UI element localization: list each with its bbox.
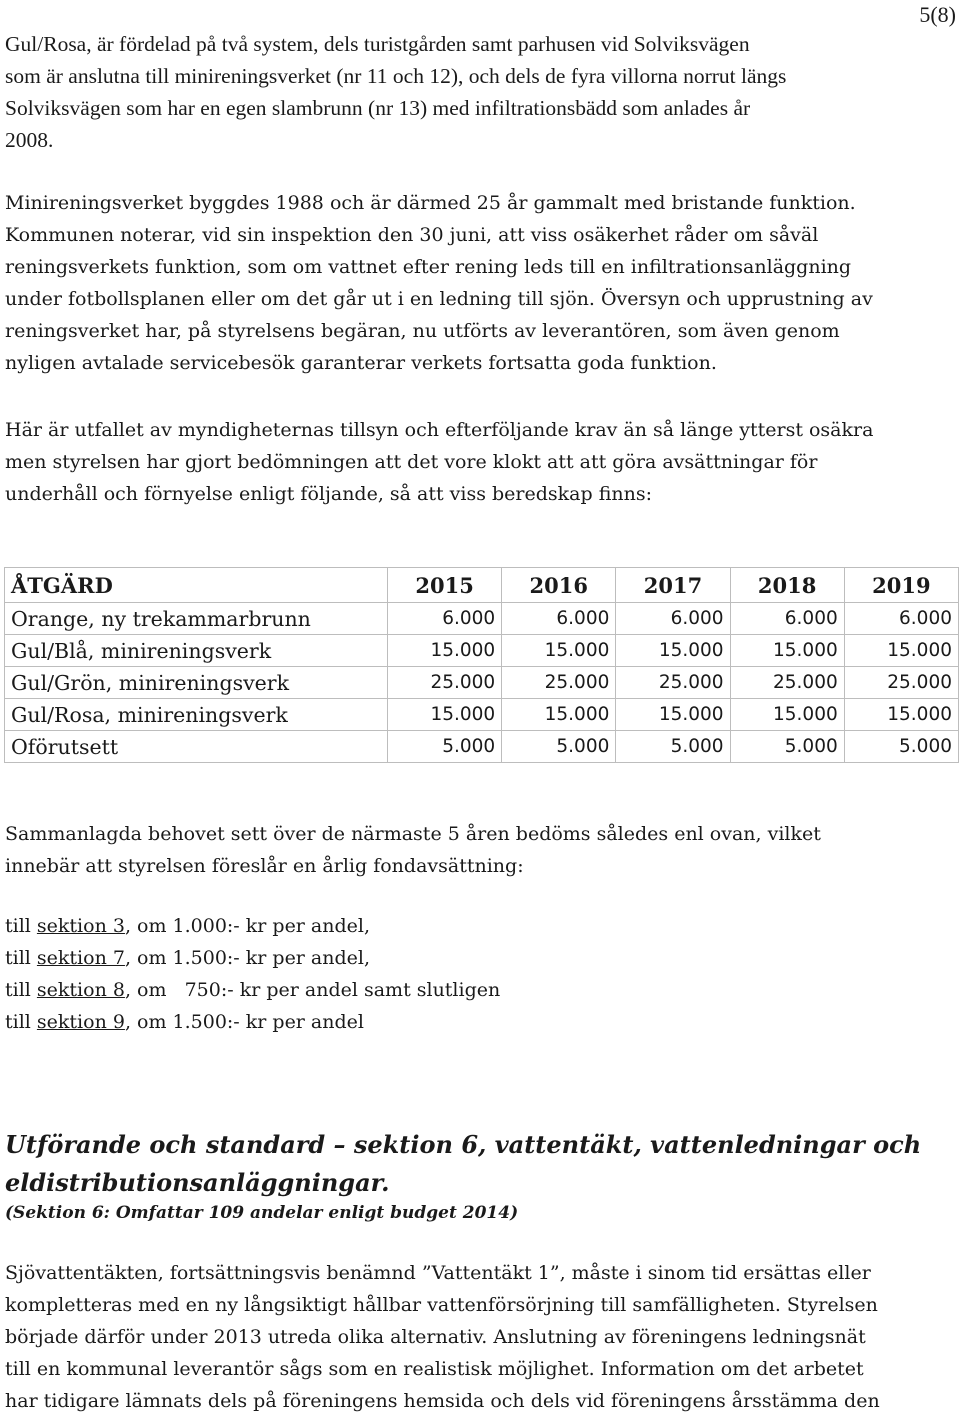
text-line: Kommunen noterar, vid sin inspektion den 30 juni, att viss osäkerhet råder om såväl	[5, 224, 819, 246]
intro-paragraph	[5, 28, 955, 156]
text-line: underhåll och förnyelse enligt följande, så att viss beredskap finns:	[5, 483, 653, 505]
table-cell: 6.000	[388, 603, 502, 635]
row-label: Gul/Rosa, minireningsverk	[5, 699, 388, 731]
text-line: men styrelsen har gjort bedömningen att det vore klokt att att göra avsättningar för	[5, 451, 818, 473]
table-row	[5, 635, 959, 667]
column-header: 2019	[844, 568, 958, 603]
allocation-amount: , om 1.500:- kr per andel,	[124, 947, 371, 969]
column-header: ÅTGÄRD	[5, 568, 388, 603]
allocation-list	[5, 910, 955, 1038]
text-line: började därför under 2013 utreda olika alternativ. Anslutning av föreningens ledningsnät	[5, 1326, 866, 1348]
table-cell: 15.000	[388, 699, 502, 731]
table-cell: 25.000	[388, 667, 502, 699]
table-cell: 25.000	[502, 667, 616, 699]
page-number: 5(8)	[919, 2, 956, 27]
table-cell: 5.000	[502, 731, 616, 763]
text-line: under fotbollsplanen eller om det går ut i en ledning till sjön. Översyn och upprustning av	[5, 288, 873, 310]
row-label: Gul/Blå, minireningsverk	[5, 635, 388, 667]
summary-paragraph	[5, 818, 955, 882]
text-line: Sammanlagda behovet sett över de närmaste 5 åren bedöms således enl ovan, vilket	[5, 823, 821, 845]
text-line: har tidigare lämnats dels på föreningens hemsida och dels vid föreningens årsstämma den	[5, 1390, 880, 1412]
table-cell: 25.000	[844, 667, 958, 699]
text-line: kompletteras med en ny långsiktigt hållbar vattenförsörjning till samfälligheten. Styrelsen	[5, 1294, 878, 1316]
allocation-prefix: till	[5, 1011, 37, 1033]
column-header: 2016	[502, 568, 616, 603]
budget-table	[4, 567, 959, 763]
table-cell: 5.000	[616, 731, 730, 763]
column-header: 2017	[616, 568, 730, 603]
allocation-item	[5, 910, 955, 942]
text-line: nyligen avtalade servicebesök garanterar verkets fortsatta goda funktion.	[5, 352, 717, 374]
table-cell: 5.000	[730, 731, 844, 763]
table-cell: 15.000	[730, 635, 844, 667]
table-cell: 5.000	[388, 731, 502, 763]
outcome-paragraph	[5, 414, 955, 510]
row-label: Orange, ny trekammarbrunn	[5, 603, 388, 635]
table-row	[5, 667, 959, 699]
table-row	[5, 699, 959, 731]
table-cell: 15.000	[616, 635, 730, 667]
allocation-prefix: till	[5, 947, 37, 969]
column-header: 2018	[730, 568, 844, 603]
table-cell: 15.000	[844, 635, 958, 667]
table-cell: 5.000	[844, 731, 958, 763]
table-cell: 6.000	[844, 603, 958, 635]
allocation-item	[5, 942, 955, 974]
text-line: som är anslutna till minireningsverket (nr 11 och 12), och dels de fyra villorna norrut längs	[5, 64, 787, 88]
allocation-prefix: till	[5, 915, 37, 937]
status-paragraph	[5, 187, 955, 379]
allocation-item	[5, 1006, 955, 1038]
text-line: 2008.	[5, 128, 54, 152]
table-cell: 6.000	[730, 603, 844, 635]
text-line: Här är utfallet av myndigheternas tillsyn och efterföljande krav än så länge ytterst osäkra	[5, 419, 874, 441]
text-line: Sjövattentäkten, fortsättningsvis benämnd ”Vattentäkt 1”, måste i sinom tid ersättas eller	[5, 1262, 871, 1284]
section-link: sektion 3	[36, 915, 125, 937]
table-row	[5, 603, 959, 635]
text-line: innebär att styrelsen föreslår en årlig fondavsättning:	[5, 855, 524, 877]
table-cell: 25.000	[730, 667, 844, 699]
table-cell: 25.000	[616, 667, 730, 699]
section-link: sektion 9	[36, 1011, 125, 1033]
table-cell: 15.000	[502, 699, 616, 731]
column-header: 2015	[388, 568, 502, 603]
text-line: reningsverkets funktion, som om vattnet efter rening leds till en infiltrationsanläggning	[5, 256, 852, 278]
text-line: reningsverket har, på styrelsens begäran, nu utförts av leverantören, som även genom	[5, 320, 840, 342]
text-line: till en kommunal leverantör sågs som en realistisk möjlighet. Information om det arbetet	[5, 1358, 864, 1380]
allocation-amount: , om 750:- kr per andel samt slutligen	[124, 979, 501, 1001]
row-label: Oförutsett	[5, 731, 388, 763]
section-subheading: (Sektion 6: Omfattar 109 andelar enligt budget 2014)	[5, 1203, 519, 1223]
row-label: Gul/Grön, minireningsverk	[5, 667, 388, 699]
allocation-amount: , om 1.500:- kr per andel	[124, 1011, 364, 1033]
text-line: Minireningsverket byggdes 1988 och är därmed 25 år gammalt med bristande funktion.	[5, 192, 856, 214]
table-cell: 6.000	[616, 603, 730, 635]
section6-body	[5, 1257, 955, 1417]
table-cell: 15.000	[388, 635, 502, 667]
table-cell: 15.000	[502, 635, 616, 667]
heading-line: eldistributionsanläggningar.	[5, 1168, 390, 1197]
text-line: Gul/Rosa, är fördelad på två system, dels turistgården samt parhusen vid Solviksvägen	[5, 32, 750, 56]
section-link: sektion 7	[36, 947, 125, 969]
table-cell: 15.000	[844, 699, 958, 731]
allocation-item	[5, 974, 955, 1006]
text-line: Solviksvägen som har en egen slambrunn (nr 13) med infiltrationsbädd som anlades år	[5, 96, 751, 120]
allocation-prefix: till	[5, 979, 37, 1001]
table-cell: 15.000	[616, 699, 730, 731]
section-heading	[5, 1126, 955, 1202]
table-header-row	[5, 568, 959, 603]
table-cell: 15.000	[730, 699, 844, 731]
section-link: sektion 8	[36, 979, 125, 1001]
table-cell: 6.000	[502, 603, 616, 635]
allocation-amount: , om 1.000:- kr per andel,	[124, 915, 371, 937]
table-row	[5, 731, 959, 763]
heading-line: Utförande och standard – sektion 6, vattentäkt, vattenledningar och	[5, 1130, 922, 1159]
